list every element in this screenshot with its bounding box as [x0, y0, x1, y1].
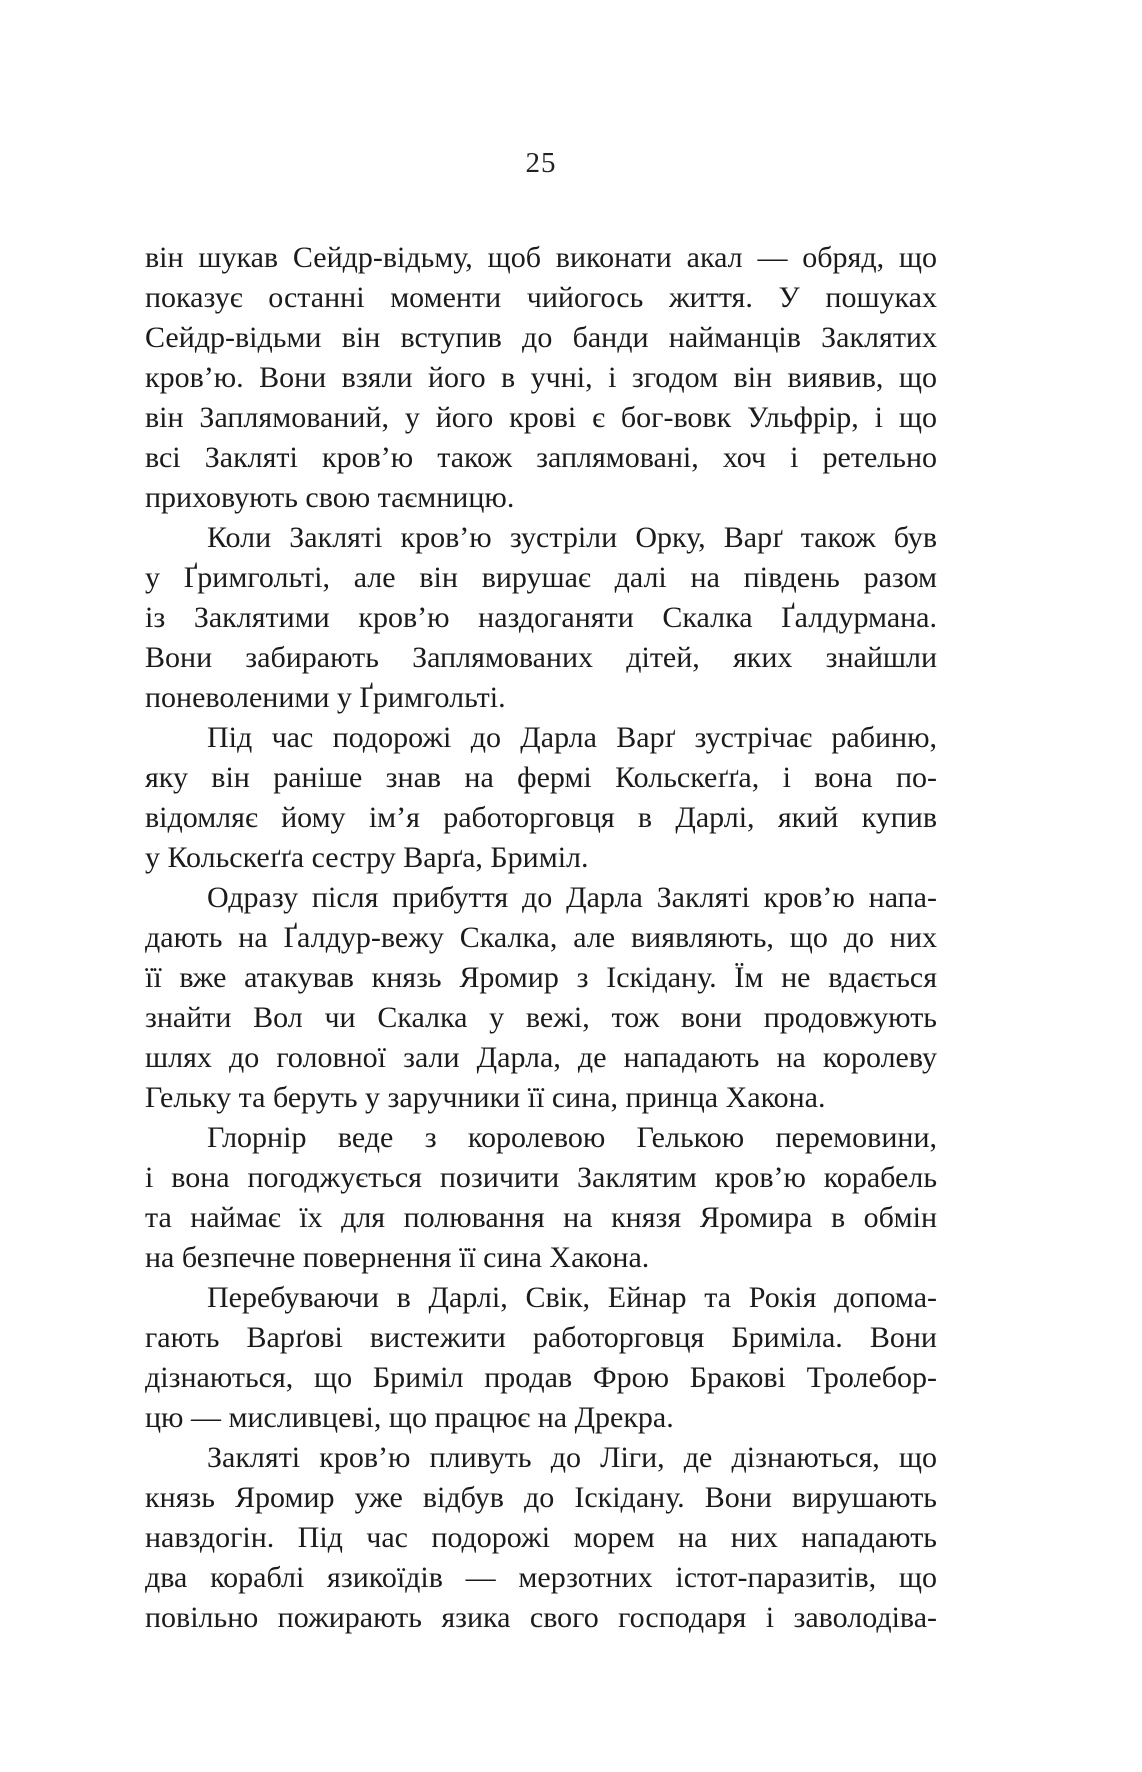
text-line: два кораблі язикоїдів — мерзотних істот-паразитів, що [145, 1561, 937, 1594]
text-line: її вже атакував князь Яромир з Іскідану. Їм не вдається [145, 961, 937, 994]
text-line: і вона погоджується позичити Заклятим кров’ю корабель [145, 1161, 937, 1194]
text-line: Під час подорожі до Дарла Варґ зустрічає рабиню, [207, 721, 937, 754]
text-line: відомляє йому ім’я работорговця в Дарлі, який купив [145, 801, 937, 834]
text-line: знайти Вол чи Скалка у вежі, тож вони продовжують [145, 1001, 937, 1034]
text-line: повільно пожирають язика свого господаря і заволодіва- [145, 1601, 937, 1634]
text-line: із Заклятими кров’ю наздоганяти Скалка Ґалдурмана. [145, 601, 937, 634]
text-line: Вони забирають Заплямованих дітей, яких знайшли [145, 641, 937, 674]
text-line: дають на Ґалдур-вежу Скалка, але виявляють, що до них [145, 921, 937, 954]
text-line: у Кольскеґґа сестру Варґа, Бриміл. [145, 841, 589, 874]
text-line: всі Закляті кров’ю також заплямовані, хоч і ретельно [145, 441, 937, 474]
text-line: шлях до головної зали Дарла, де нападають на королеву [145, 1041, 937, 1074]
paragraph [145, 1438, 937, 1638]
text-line: поневоленими у Ґримгольті. [145, 681, 506, 714]
text-line: цю — мисливцеві, що працює на Дрекра. [145, 1401, 674, 1434]
text-line: Закляті кров’ю пливуть до Ліги, де дізнаються, що [207, 1441, 937, 1474]
text-line: кров’ю. Вони взяли його в учні, і згодом він виявив, що [145, 361, 937, 394]
text-line: князь Яромир уже відбув до Іскідану. Вони вирушають [145, 1481, 937, 1514]
text-line: у Ґримгольті, але він вирушає далі на південь разом [145, 561, 937, 594]
text-line: на безпечне повернення її сина Хакона. [145, 1241, 650, 1274]
paragraph [145, 518, 937, 718]
text-block [145, 238, 937, 1638]
text-line: дізнаються, що Бриміл продав Фрою Бракові Тролебор- [145, 1361, 937, 1394]
text-line: показує останні моменти чийогось життя. У пошуках [145, 281, 937, 314]
paragraph [145, 878, 937, 1118]
text-line: Одразу після прибуття до Дарла Закляті кров’ю напа- [207, 881, 937, 914]
text-line: Перебуваючи в Дарлі, Свік, Ейнар та Рокія допома- [207, 1281, 937, 1314]
text-line: навздогін. Під час подорожі морем на них нападають [145, 1521, 937, 1554]
text-line: він Заплямований, у його крові є бог-вовк Ульфрір, і що [145, 401, 937, 434]
text-line: та наймає їх для полювання на князя Яромира в обмін [145, 1201, 937, 1234]
paragraph [145, 1278, 937, 1438]
text-line: Сейдр-відьми він вступив до банди найманців Заклятих [145, 321, 937, 354]
text-line: Глорнір веде з королевою Гелькою перемовини, [207, 1121, 937, 1154]
text-line: Коли Закляті кров’ю зустріли Орку, Варґ також був [207, 521, 937, 554]
text-line: гають Варґові вистежити работорговця Бриміла. Вони [145, 1321, 937, 1354]
text-line: Гельку та беруть у заручники її сина, принца Хакона. [145, 1081, 826, 1114]
paragraph [145, 238, 937, 518]
text-line: приховують свою таємницю. [145, 481, 515, 514]
paragraph [145, 718, 937, 878]
text-line: він шукав Сейдр-відьму, щоб виконати акал — обряд, що [145, 241, 937, 274]
page-number: 25 [525, 147, 557, 179]
text-line: яку він раніше знав на фермі Кольскеґґа, і вона по- [145, 761, 937, 794]
paragraph [145, 1118, 937, 1278]
